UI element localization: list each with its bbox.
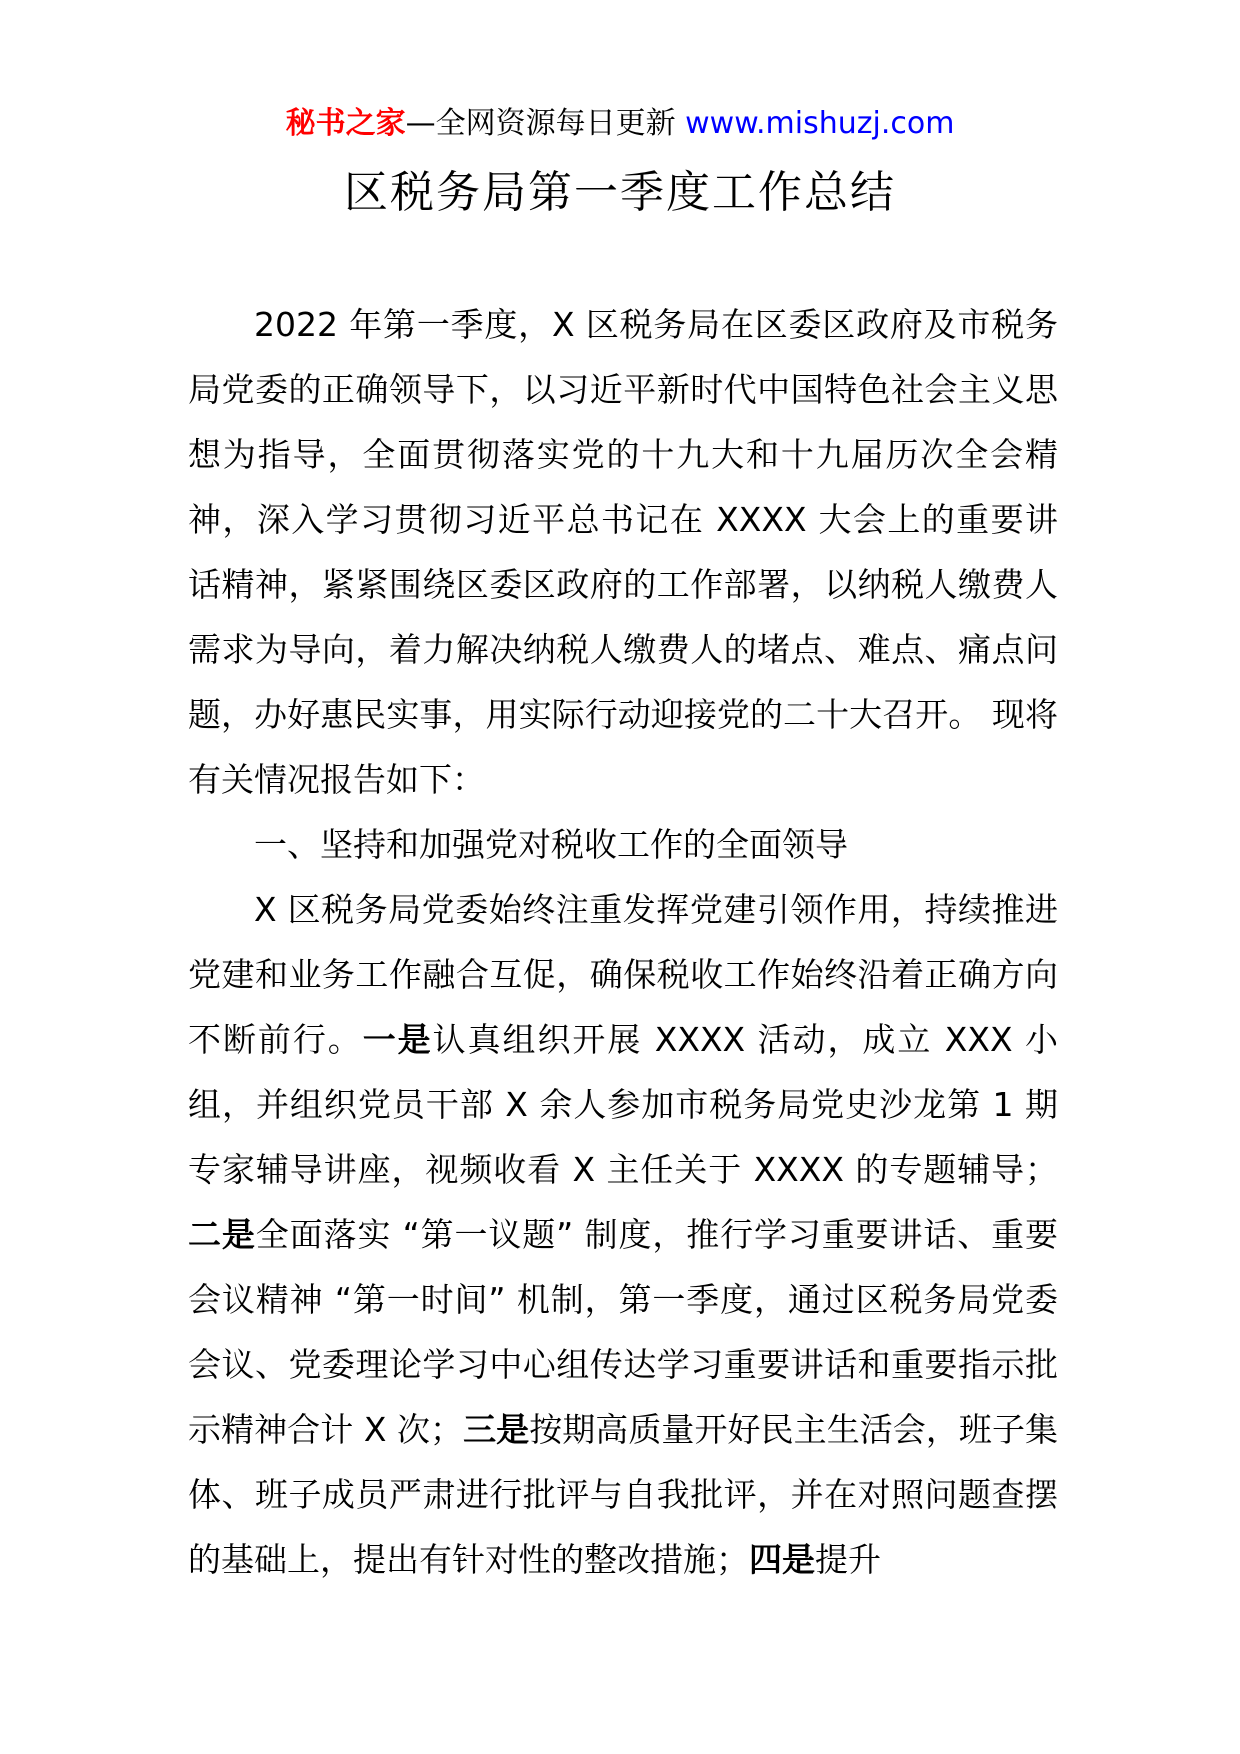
point-marker-3: 三是 bbox=[463, 1410, 530, 1449]
brand-name: 秘书之家 bbox=[285, 106, 406, 141]
point-text-4: 提升 bbox=[815, 1540, 881, 1579]
header-tagline: —全网资源每日更新 bbox=[405, 106, 676, 141]
point-marker-4: 四是 bbox=[749, 1540, 815, 1579]
point-marker-2: 二是 bbox=[188, 1215, 256, 1254]
section-paragraph bbox=[188, 877, 1058, 1592]
intro-paragraph: 2022 年第一季度，X 区税务局在区委区政府及市税务局党委的正确领导下，以习近平新时代中国特色社会主义思想为指导，全面贯彻落实党的十九大和十九届历次全会精神，深入学习贯彻习近平总书记在 XXXX 大会上的重要讲话精神，紧紧围绕区委区政府的工作部署，以纳税人缴费人需求为导向，着力解决纳税人缴费人的堵点、难点、痛点问题，办好惠民实事，用实际行动迎接党的二十大召开。 现将有关情况报告如下： bbox=[188, 305, 1058, 799]
section-lead-text: X 区税务局党委始终注重发挥党建引领作用，持续推进党建和业务工作融合互促，确保税收工作始终沿着正确方向不断前行。 bbox=[188, 890, 1058, 1059]
site-url-link[interactable]: www.mishuzj.com bbox=[685, 106, 955, 141]
point-text-3: 按期高质量开好民主生活会，班子集体、班子成员严肃进行批评与自我批评，并在对照问题查摆的基础上，提出有针对性的整改措施； bbox=[188, 1410, 1059, 1579]
point-text-2: 全面落实 “第一议题” 制度，推行学习重要讲话、重要会议精神 “第一时间” 机制，第一季度，通过区税务局党委会议、党委理论学习中心组传达学习重要讲话和重要指示批示精神合计 X 次； bbox=[188, 1215, 1059, 1449]
section-heading: 一、坚持和加强党对税收工作的全面领导 bbox=[254, 825, 848, 864]
point-marker-1: 一是 bbox=[362, 1020, 433, 1059]
document-body bbox=[188, 292, 1058, 1592]
document-title: 区税务局第一季度工作总结 bbox=[344, 167, 896, 218]
point-text-1: 认真组织开展 XXXX 活动，成立 XXX 小组，并组织党员干部 X 余人参加市税务局党史沙龙第 1 期专家辅导讲座，视频收看 X 主任关于 XXXX 的专题辅导； bbox=[188, 1020, 1059, 1189]
site-header bbox=[0, 104, 1240, 144]
